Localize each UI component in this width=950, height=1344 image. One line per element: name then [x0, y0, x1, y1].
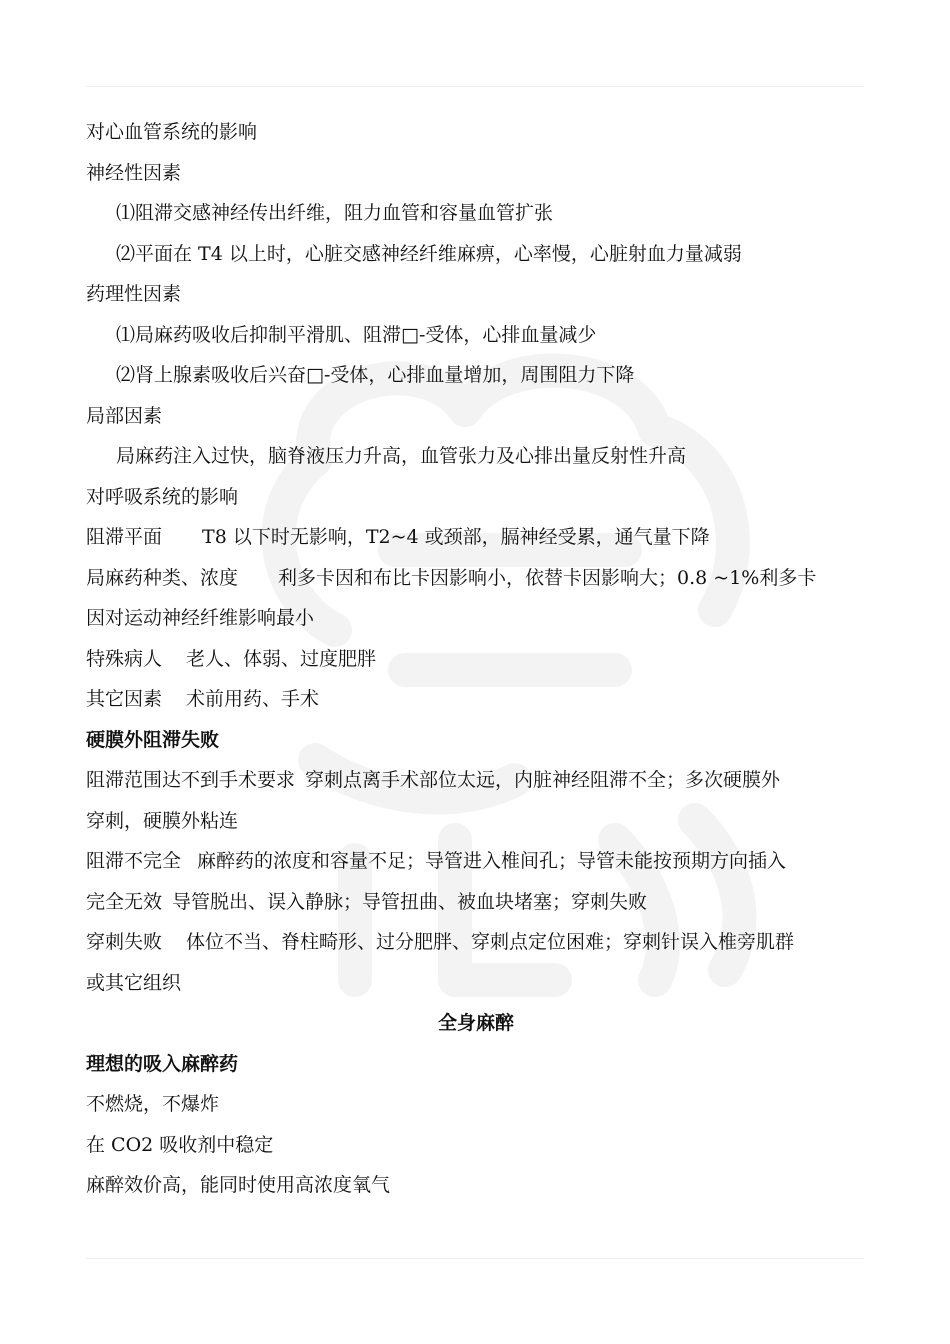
anesthetic-type-text-cont: 因对运动神经纤维影响最小	[86, 607, 315, 629]
neural-factor-2: ⑵平面在 T4 以上时，心脏交感神经纤维麻痹，心率慢，心脏射血力量减弱	[116, 242, 742, 265]
header-rule	[86, 86, 864, 87]
other-factors-line	[86, 679, 866, 720]
total-failure-label: 完全无效	[86, 890, 163, 913]
puncture-failure-label: 穿刺失败	[86, 931, 163, 953]
pharmacological-factor-1: ⑴局麻药吸收后抑制平滑肌、阻滞□-受体，心排血量减少	[116, 323, 597, 346]
property-high-potency: 麻醉效价高，能同时使用高浓度氧气	[86, 1174, 391, 1196]
heading-epidural-failure: 硬膜外阻滞失败	[86, 728, 220, 751]
incomplete-block-text: 麻醉药的浓度和容量不足；导管进入椎间孔；导管未能按预期方向插入	[197, 850, 787, 872]
subheading-neural-factors: 神经性因素	[86, 161, 182, 184]
anesthetic-type-text: 利多卡因和布比卡因影响小，依替卡因影响大；0.8 ~1%利多卡	[278, 566, 817, 589]
document-body	[86, 112, 866, 1206]
other-factors-label: 其它因素	[86, 688, 163, 710]
total-failure-line	[86, 882, 866, 923]
block-level-text: T8 以下时无影响，T2~4 或颈部，膈神经受累，通气量下降	[202, 526, 710, 548]
anesthetic-type-line	[86, 558, 866, 599]
heading-respiratory-effects: 对呼吸系统的影响	[86, 485, 239, 508]
incomplete-block-line	[86, 841, 866, 882]
subheading-local-factors: 局部因素	[86, 404, 163, 427]
puncture-failure-text: 体位不当、脊柱畸形、过分肥胖、穿刺点定位困难；穿刺针误入椎旁肌群	[186, 931, 795, 953]
property-nonflammable: 不燃烧，不爆炸	[86, 1093, 220, 1115]
block-level-line	[86, 517, 866, 558]
anesthetic-type-label: 局麻药种类、浓度	[86, 566, 239, 589]
insufficient-range-text-cont: 穿刺，硬膜外粘连	[86, 809, 239, 832]
insufficient-range-line	[86, 760, 866, 801]
puncture-failure-line	[86, 922, 866, 963]
block-level-label: 阻滞平面	[86, 526, 163, 548]
puncture-failure-text-cont: 或其它组织	[86, 971, 182, 994]
heading-cardiovascular-effects: 对心血管系统的影响	[86, 121, 258, 143]
local-factor-text: 局麻药注入过快，脑脊液压力升高，血管张力及心排出量反射性升高	[116, 445, 687, 467]
total-failure-text: 导管脱出、误入静脉；导管扭曲、被血块堵塞；穿刺失败	[172, 890, 648, 913]
section-title-general-anesthesia: 全身麻醉	[437, 1012, 514, 1034]
subheading-pharmacological-factors: 药理性因素	[86, 283, 182, 305]
neural-factor-1: ⑴阻滞交感神经传出纤维，阻力血管和容量血管扩张	[116, 202, 554, 224]
pharmacological-factor-2: ⑵肾上腺素吸收后兴奋□-受体，心排血量增加，周围阻力下降	[116, 364, 635, 386]
special-patients-text: 老人、体弱、过度肥胖	[186, 647, 377, 670]
incomplete-block-label: 阻滞不完全	[86, 850, 182, 872]
special-patients-line	[86, 639, 866, 680]
other-factors-text: 术前用药、手术	[186, 688, 320, 710]
property-co2-stable: 在 CO2 吸收剂中稳定	[86, 1133, 274, 1156]
insufficient-range-label: 阻滞范围达不到手术要求	[86, 769, 296, 791]
special-patients-label: 特殊病人	[86, 647, 163, 670]
footer-rule	[86, 1258, 864, 1259]
insufficient-range-text: 穿刺点离手术部位太远，内脏神经阻滞不全；多次硬膜外	[305, 769, 781, 791]
heading-ideal-inhaled-anesthetic: 理想的吸入麻醉药	[86, 1052, 239, 1075]
